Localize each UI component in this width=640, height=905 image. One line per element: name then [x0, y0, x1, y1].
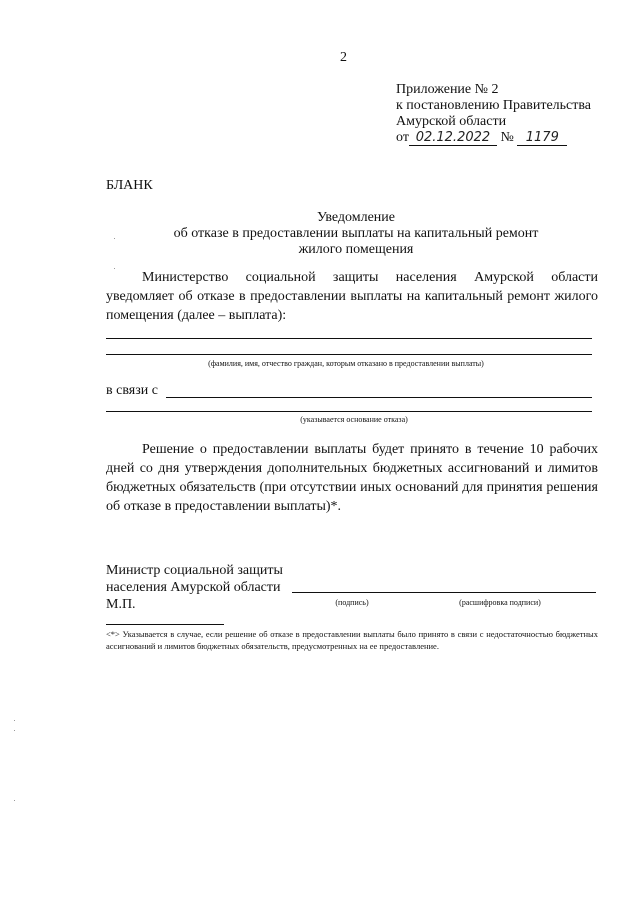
title-line-2: об отказе в предоставлении выплаты на капитальный ремонт — [173, 226, 539, 241]
reason-fill-line-2 — [106, 411, 592, 412]
reason-label: в связи с — [106, 383, 158, 398]
names-fill-line-2 — [106, 354, 592, 355]
title-line-3: жилого помещения — [298, 242, 414, 257]
decode-caption: (расшифровка подписи) — [459, 598, 541, 607]
date-prefix: от — [396, 130, 409, 145]
scan-speck — [14, 800, 15, 801]
document-title — [106, 210, 606, 258]
names-fill-line-1 — [106, 338, 592, 339]
signature-block — [106, 562, 283, 613]
signature-caption: (подпись) — [335, 598, 369, 607]
intro-paragraph: Министерство социальной защиты населения Амурской области уведомляет об отказе в предоставлении выплаты на капитальный ремонт жилого помещения (далее – выплата): — [106, 270, 598, 323]
reason-fill-line-1 — [166, 397, 592, 398]
signature-line-1: Министр социальной защиты — [106, 563, 283, 578]
handwritten-number: 1179 — [517, 131, 567, 146]
appendix-line-3: Амурской области — [396, 114, 507, 129]
appendix-date-line — [396, 130, 591, 146]
signature-line-3: М.П. — [106, 597, 136, 612]
scan-speck — [14, 730, 15, 731]
title-line-1: Уведомление — [316, 210, 395, 225]
signature-fill-line — [292, 592, 596, 593]
appendix-line-1: Приложение № 2 — [396, 82, 499, 97]
appendix-header — [396, 82, 591, 146]
scan-speck — [114, 238, 115, 239]
reason-caption: (указывается основание отказа) — [300, 415, 408, 424]
number-sign: № — [500, 130, 514, 145]
scan-speck — [14, 720, 15, 721]
blank-label: БЛАНК — [106, 178, 153, 193]
signature-line-2: населения Амурской области — [106, 580, 281, 595]
footnote-text: <*> Указывается в случае, если решение об отказе в предоставлении выплаты было принято в связи с недостаточностью бюджетных ассигнований и лимитов бюджетных обязательств, предусмотренных на ее предоставление. — [106, 629, 598, 651]
appendix-line-2: к постановлению Правительства — [396, 98, 592, 113]
decision-paragraph: Решение о предоставлении выплаты будет принято в течение 10 рабочих дней со дня утверждения дополнительных бюджетных ассигнований и лимитов бюджетных обязательств (при отсутствии иных оснований для принятия решения об отказе в предоставлении выплаты)*. — [106, 442, 598, 514]
scan-speck — [114, 268, 115, 269]
handwritten-date: 02.12.2022 — [409, 131, 497, 146]
names-caption: (фамилия, имя, отчество граждан, которым отказано в предоставлении выплаты) — [208, 359, 484, 368]
page-number: 2 — [340, 50, 347, 65]
footnote-separator — [106, 624, 224, 625]
